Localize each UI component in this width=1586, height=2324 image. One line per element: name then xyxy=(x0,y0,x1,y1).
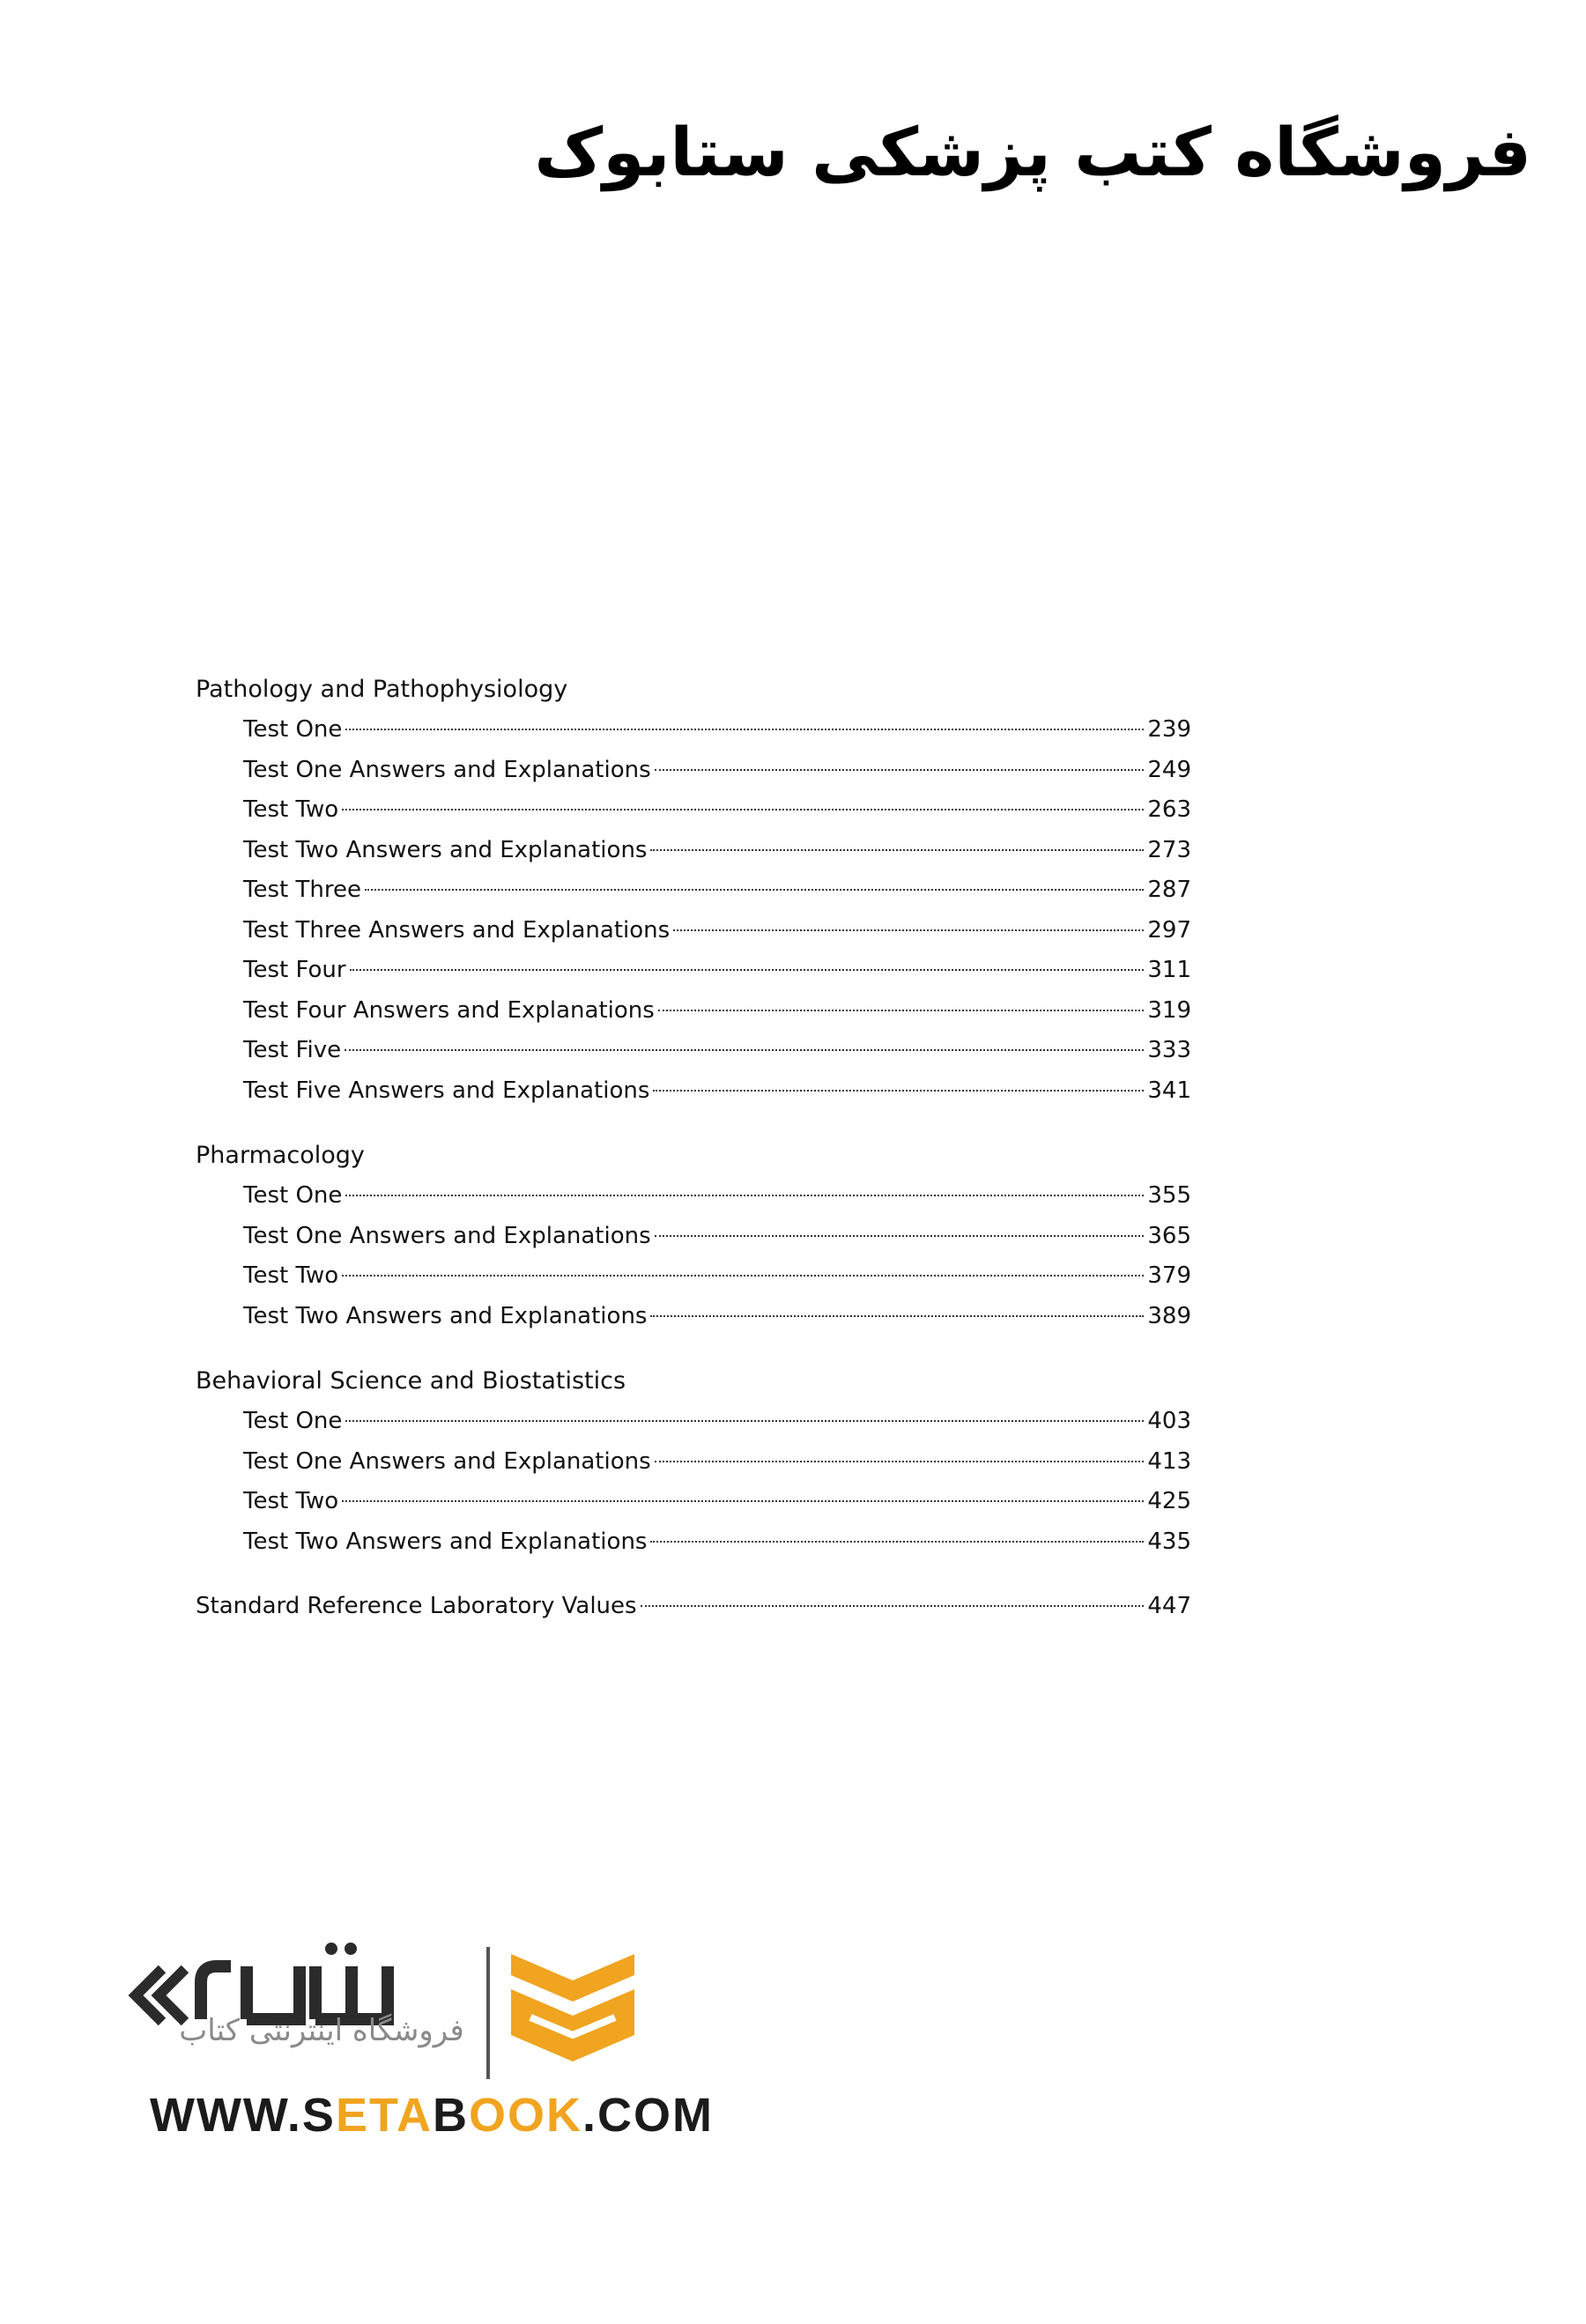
entry-label: Test Four Answers and Explanations xyxy=(243,996,655,1024)
toc-entry[interactable] xyxy=(196,1402,1191,1442)
entry-page-number: 403 xyxy=(1147,1408,1191,1434)
dot-leader xyxy=(641,1605,1144,1607)
toc-entry[interactable] xyxy=(196,1176,1191,1217)
dot-leader xyxy=(345,729,1144,730)
entry-page-number: 355 xyxy=(1147,1182,1191,1209)
url-text: .COM xyxy=(582,2089,714,2142)
entry-label: Test Five xyxy=(243,1037,342,1063)
entry-page-number: 435 xyxy=(1147,1528,1191,1555)
toc-entry[interactable] xyxy=(196,991,1191,1032)
entry-page-number: 333 xyxy=(1147,1037,1191,1063)
toc-entry[interactable] xyxy=(196,1442,1191,1483)
toc-entry[interactable] xyxy=(196,790,1191,831)
url-accent-text: OOK xyxy=(468,2089,582,2142)
entry-page-number: 365 xyxy=(1147,1222,1191,1249)
entry-page-number: 239 xyxy=(1147,716,1191,743)
toc-entry[interactable] xyxy=(196,710,1191,751)
entry-label: Test Two xyxy=(243,796,339,823)
toc-entry[interactable] xyxy=(196,1522,1191,1563)
toc-section-behavioral-science xyxy=(196,1361,1191,1562)
entry-label: Test One Answers and Explanations xyxy=(243,1447,651,1475)
entry-label: Test Three xyxy=(243,877,361,903)
toc-entry[interactable] xyxy=(196,1482,1191,1522)
toc-entry[interactable] xyxy=(196,1071,1191,1112)
entry-page-number: 273 xyxy=(1147,836,1191,863)
toc-section-pathology xyxy=(196,670,1191,1111)
entry-page-number: 341 xyxy=(1147,1077,1191,1104)
entry-page-number: 379 xyxy=(1147,1262,1191,1289)
dot-leader xyxy=(650,1315,1144,1317)
brand-letter-shape xyxy=(247,1966,300,2019)
entry-page-number: 287 xyxy=(1147,877,1191,903)
dot-leader xyxy=(365,889,1144,891)
dot-leader xyxy=(658,1010,1144,1011)
toc-entry[interactable] xyxy=(196,951,1191,991)
brand-dot xyxy=(345,1943,357,1955)
dot-leader xyxy=(650,849,1144,851)
entry-label: Test Three Answers and Explanations xyxy=(243,916,671,944)
dot-leader xyxy=(350,969,1144,971)
dot-leader xyxy=(345,1195,1144,1196)
entry-page-number: 447 xyxy=(1147,1593,1191,1619)
dot-leader xyxy=(655,1235,1144,1237)
section-heading: Pathology and Pathophysiology xyxy=(196,676,568,703)
entry-page-number: 263 xyxy=(1147,796,1191,823)
brand-letter-shape xyxy=(201,1966,231,2019)
entry-label: Test One xyxy=(243,1182,343,1209)
entry-label: Test Four xyxy=(243,957,346,983)
entry-page-number: 425 xyxy=(1147,1488,1191,1514)
logo-subtitle: فروشگاه اینترنتی کتاب xyxy=(179,2013,464,2048)
entry-page-number: 389 xyxy=(1147,1302,1191,1329)
entry-label: Test One xyxy=(243,716,343,743)
toc-entry[interactable] xyxy=(196,831,1191,871)
section-heading: Behavioral Science and Biostatistics xyxy=(196,1367,626,1395)
dot-leader xyxy=(673,929,1144,931)
toc-section-pharmacology xyxy=(196,1136,1191,1336)
entry-label: Standard Reference Laboratory Values xyxy=(196,1593,637,1619)
entry-page-number: 319 xyxy=(1147,996,1191,1024)
entry-page-number: 249 xyxy=(1147,756,1191,783)
entry-label: Test Two Answers and Explanations xyxy=(243,1302,648,1329)
table-of-contents xyxy=(196,670,1191,1627)
toc-entry-lab-values[interactable] xyxy=(196,1587,1191,1627)
setabook-logo-mark xyxy=(123,1912,670,2088)
toc-entry[interactable] xyxy=(196,1256,1191,1297)
section-heading: Pharmacology xyxy=(196,1142,365,1169)
dot-leader xyxy=(653,1090,1144,1092)
dot-leader xyxy=(345,1049,1144,1051)
logo-divider xyxy=(486,1947,490,2079)
entry-label: Test Two xyxy=(243,1262,339,1289)
entry-page-number: 413 xyxy=(1147,1447,1191,1475)
dot-leader xyxy=(345,1420,1144,1422)
dot-leader xyxy=(655,769,1144,771)
dot-leader xyxy=(650,1541,1144,1543)
dot-leader xyxy=(342,1275,1144,1277)
dot-leader xyxy=(655,1461,1144,1462)
entry-page-number: 311 xyxy=(1147,957,1191,983)
brand-dot xyxy=(325,1943,337,1955)
url-text: WWW.S xyxy=(150,2089,336,2142)
entry-label: Test Two Answers and Explanations xyxy=(243,836,648,863)
url-text: B xyxy=(432,2089,469,2142)
entry-label: Test Two Answers and Explanations xyxy=(243,1528,648,1555)
entry-page-number: 297 xyxy=(1147,916,1191,944)
toc-entry[interactable] xyxy=(196,1031,1191,1071)
url-accent-text: ETA xyxy=(335,2089,433,2142)
page-header-title: فروشگاه کتب پزشکی ستابوک xyxy=(534,113,1531,191)
entry-label: Test Two xyxy=(243,1488,339,1514)
entry-label: Test Five Answers and Explanations xyxy=(243,1077,650,1104)
toc-entry[interactable] xyxy=(196,751,1191,791)
dot-leader xyxy=(342,1500,1144,1502)
entry-label: Test One xyxy=(243,1408,343,1434)
toc-entry[interactable] xyxy=(196,1297,1191,1337)
toc-entry[interactable] xyxy=(196,1217,1191,1257)
book-icon-top xyxy=(511,1954,634,2002)
dot-leader xyxy=(342,809,1144,810)
website-url[interactable] xyxy=(150,2088,714,2143)
toc-entry[interactable] xyxy=(196,870,1191,911)
entry-label: Test One Answers and Explanations xyxy=(243,756,651,783)
brand-letter-shape xyxy=(315,1966,388,2019)
setabook-logo xyxy=(123,1912,714,2142)
toc-entry[interactable] xyxy=(196,911,1191,951)
entry-label: Test One Answers and Explanations xyxy=(243,1222,651,1249)
